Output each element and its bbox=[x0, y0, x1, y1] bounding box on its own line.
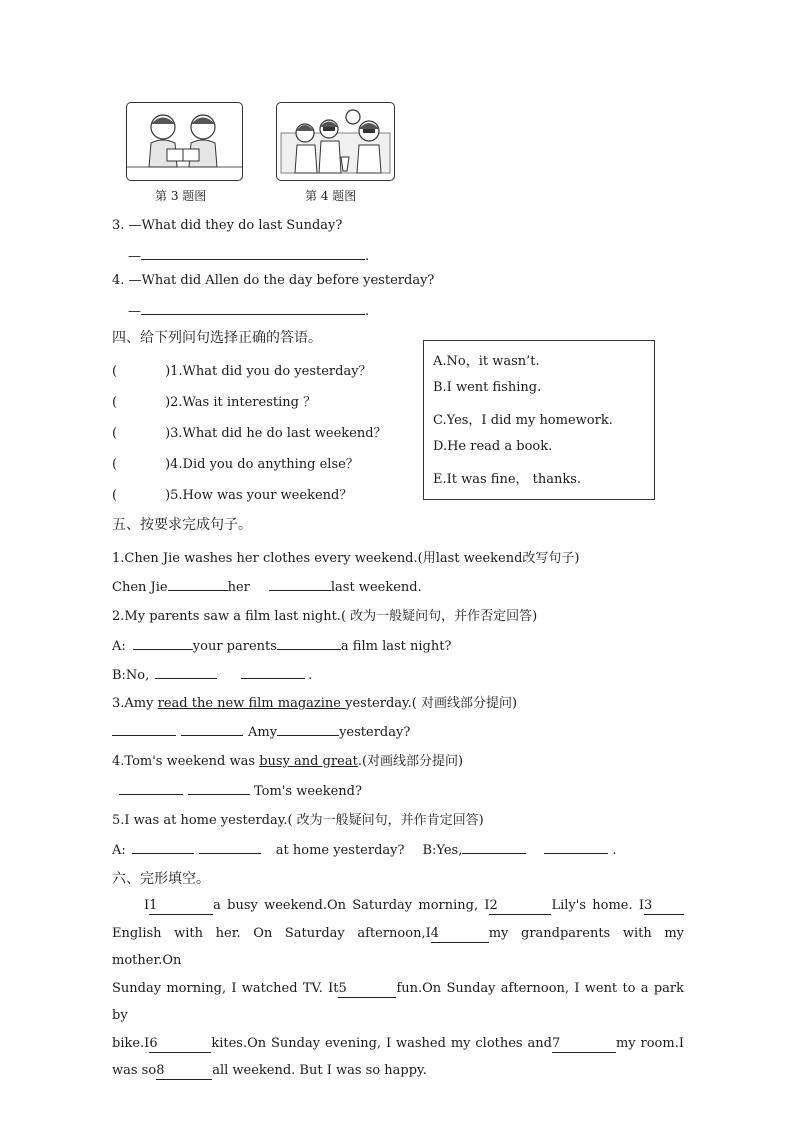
sentence-4-answer: Tom's weekend? bbox=[119, 780, 362, 799]
match-question-2: ( )2.Was it interesting ？ bbox=[112, 395, 317, 410]
blank[interactable] bbox=[119, 780, 183, 795]
blank[interactable] bbox=[199, 839, 261, 854]
cloze-blank-7[interactable]: 7 bbox=[552, 1036, 616, 1053]
period: . bbox=[365, 249, 370, 264]
sentence-3-answer: Amy yesterday? bbox=[112, 721, 410, 740]
blank[interactable] bbox=[155, 664, 217, 679]
sentence-4: 4.Tom's weekend was busy and great.(对画线部分提问) bbox=[112, 754, 464, 769]
match-question-4: ( )4.Did you do anything else？ bbox=[112, 457, 359, 472]
picture-q3 bbox=[126, 102, 243, 181]
blank[interactable] bbox=[168, 576, 228, 591]
sentence-2: 2.My parents saw a film last night.( 改为一般疑问句，并作否定回答) bbox=[112, 609, 538, 624]
picture-q4 bbox=[276, 102, 395, 181]
blank[interactable] bbox=[188, 780, 250, 795]
cloze-line-3: Sunday morning, I watched TV. It5 fun.On Sunday afternoon, I went to a park by bbox=[112, 980, 684, 1023]
picture-q3-caption: 第 3 题图 bbox=[155, 189, 207, 203]
picture-q4-caption: 第 4 题图 bbox=[305, 189, 357, 203]
cloze-line-4: bike.I6 kites.On Sunday evening, I washed my clothes and7 my room.I bbox=[112, 1035, 684, 1051]
cloze-blank-1[interactable]: 1 bbox=[149, 898, 213, 915]
cloze-line-5: was so8 all weekend. But I was so happy. bbox=[112, 1063, 427, 1078]
dash: — bbox=[128, 304, 141, 319]
match-question-1: ( )1.What did you do yesterday？ bbox=[112, 364, 372, 379]
option-c: C.Yes，I did my homework. bbox=[433, 413, 613, 428]
cloze-blank-2[interactable]: 2 bbox=[489, 898, 551, 915]
sentence-1-answer: Chen Jie her last weekend. bbox=[112, 576, 422, 595]
sentence-5: 5.I was at home yesterday.( 改为一般疑问句，并作肯定回答) bbox=[112, 813, 484, 828]
blank[interactable] bbox=[181, 721, 243, 736]
cloze-blank-5[interactable]: 5 bbox=[338, 981, 396, 998]
answer-blank-3[interactable] bbox=[141, 245, 365, 260]
cloze-passage bbox=[112, 892, 684, 1085]
blank[interactable] bbox=[241, 664, 305, 679]
cloze-line-2: English with her. On Saturday afternoon,I4 my grandparents with my mother.On bbox=[112, 925, 684, 968]
option-d: D.He read a book. bbox=[433, 439, 553, 454]
blank[interactable] bbox=[269, 576, 331, 591]
option-a: A.No，it wasn’t. bbox=[433, 354, 540, 369]
children-reading-illustration bbox=[127, 103, 242, 180]
sentence-2-answer-a: A: your parents a film last night? bbox=[112, 635, 451, 654]
blank[interactable] bbox=[544, 839, 608, 854]
blank[interactable] bbox=[277, 635, 341, 650]
match-question-3: ( )3.What did he do last weekend？ bbox=[112, 426, 387, 441]
sentence-3: 3.Amy read the new film magazine yesterday.( 对画线部分提问) bbox=[112, 696, 518, 711]
cloze-line-1: I1 a busy weekend.On Saturday morning, I2 Lily's home. I3 bbox=[112, 892, 684, 920]
cloze-blank-6[interactable]: 6 bbox=[149, 1036, 211, 1053]
blank[interactable] bbox=[132, 839, 194, 854]
family-at-cinema-illustration bbox=[277, 103, 394, 180]
answer-line-3 bbox=[128, 245, 369, 264]
dash: — bbox=[128, 249, 141, 264]
sentence-5-answer: A: at home yesterday? B:Yes, . bbox=[112, 839, 617, 858]
answer-blank-4[interactable] bbox=[141, 300, 365, 315]
blank[interactable] bbox=[462, 839, 526, 854]
question-4: 4. —What did Allen do the day before yesterday? bbox=[112, 273, 435, 288]
part5-heading: 五、按要求完成句子。 bbox=[112, 517, 252, 533]
period: . bbox=[365, 304, 370, 319]
cloze-blank-4[interactable]: 4 bbox=[431, 926, 489, 943]
blank[interactable] bbox=[277, 721, 339, 736]
part4-heading: 四、给下列问句选择正确的答语。 bbox=[112, 330, 322, 346]
cloze-blank-8[interactable]: 8 bbox=[156, 1063, 212, 1080]
sentence-1: 1.Chen Jie washes her clothes every weekend.(用last weekend改写句子) bbox=[112, 551, 580, 566]
cloze-blank-3[interactable]: 3 bbox=[644, 898, 684, 915]
option-e: E.It was fine， thanks. bbox=[433, 472, 582, 487]
blank[interactable] bbox=[112, 721, 176, 736]
blank[interactable] bbox=[133, 635, 193, 650]
answer-line-4 bbox=[128, 300, 369, 319]
part6-heading: 六、完形填空。 bbox=[112, 871, 210, 887]
match-question-5: ( )5.How was your weekend？ bbox=[112, 488, 353, 503]
question-3: 3. —What did they do last Sunday? bbox=[112, 218, 343, 233]
options-box bbox=[423, 340, 655, 500]
option-b: B.I went fishing. bbox=[433, 380, 542, 395]
sentence-2-answer-b: B:No, . bbox=[112, 664, 312, 683]
